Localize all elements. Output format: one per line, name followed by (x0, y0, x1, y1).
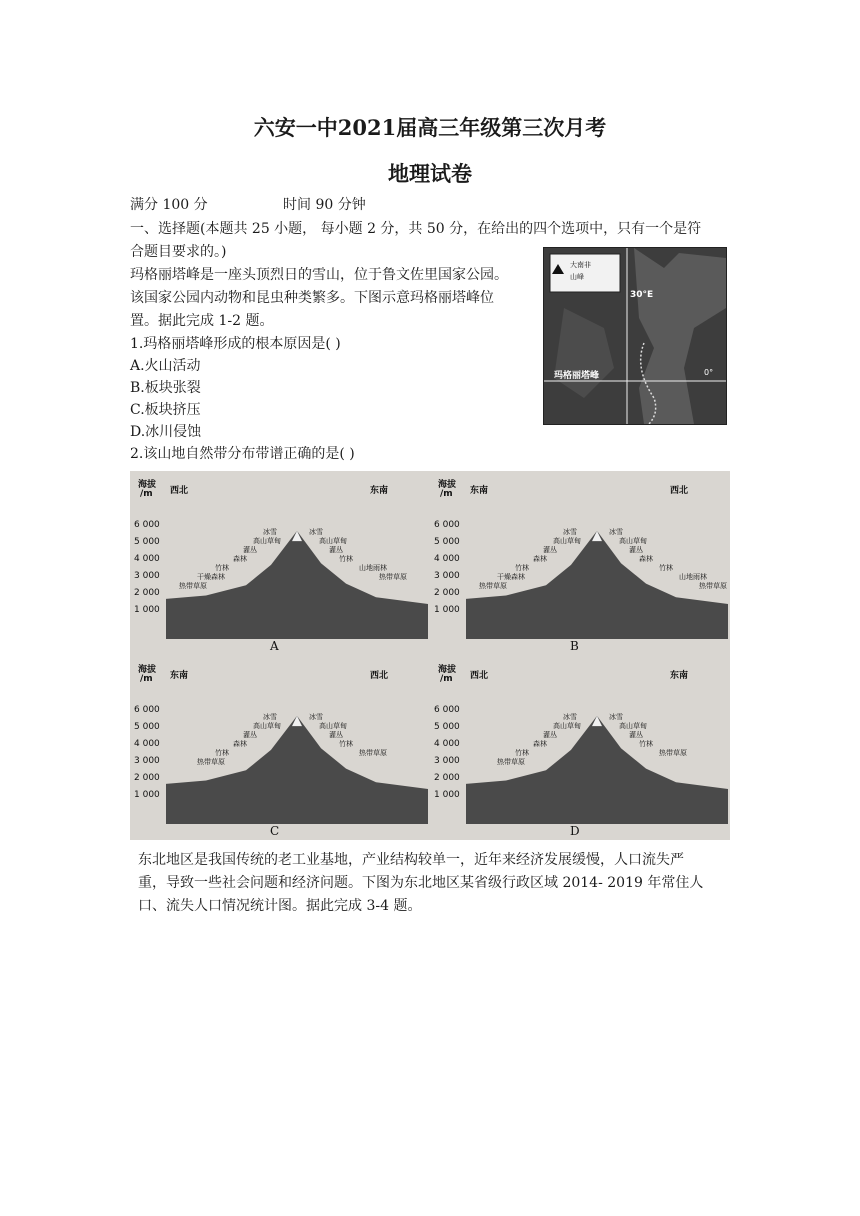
zone-label-right: 山地雨林 (679, 573, 707, 581)
zone-label-right: 高山草甸 (619, 722, 647, 730)
passage2-line2: 重，导致一些社会问题和经济问题。下图为东北地区某省级行政区域 2014- 2019 年常住人 (138, 875, 704, 891)
zone-label-right: 热带草原 (379, 573, 407, 581)
zone-label-right: 森林 (639, 555, 653, 563)
axis-tick: 6 000 (134, 520, 160, 530)
mountain-silhouette (166, 716, 428, 824)
zone-label-left: 竹林 (515, 564, 529, 572)
page-title: 六安一中2021届高三年级第三次月考 (253, 115, 607, 140)
axis-unit: /m (140, 489, 153, 499)
direction-left: 东南 (470, 486, 489, 496)
q1-option-d: D.冰川侵蚀 (130, 424, 202, 440)
zone-label-left: 竹林 (215, 564, 229, 572)
zone-label-left: 灌丛 (243, 731, 257, 739)
direction-left: 西北 (470, 671, 489, 681)
axis-tick: 3 000 (434, 571, 460, 581)
passage2-line1: 东北地区是我国传统的老工业基地，产业结构较单一，近年来经济发展缓慢，人口流失严 (138, 852, 684, 868)
passage1-line2: 该国家公园内动物和昆虫种类繁多。下图示意玛格丽塔峰位 (130, 290, 494, 306)
zone-label-left: 森林 (233, 740, 247, 748)
zone-label-right: 热带草原 (659, 749, 687, 757)
zone-label-right: 灌丛 (629, 731, 643, 739)
axis-tick: 5 000 (434, 722, 460, 732)
profile-panel-b (430, 471, 730, 655)
axis-tick: 3 000 (134, 571, 160, 581)
axis-tick: 1 000 (134, 605, 160, 615)
axis-title: 海拔 (138, 665, 157, 675)
axis-tick: 3 000 (134, 756, 160, 766)
zone-label-left: 森林 (533, 740, 547, 748)
zone-label-left: 热带草原 (179, 582, 207, 590)
score-info: 满分 100 分 (130, 197, 208, 213)
zone-label-right: 竹林 (659, 564, 673, 572)
zone-label-right: 竹林 (339, 740, 353, 748)
axis-tick: 6 000 (134, 705, 160, 715)
zone-label-right: 冰雪 (609, 528, 623, 536)
zone-label-right: 灌丛 (329, 731, 343, 739)
q2-stem: 2.该山地自然带分布带谱正确的是( ) (130, 446, 355, 462)
axis-tick: 2 000 (434, 588, 460, 598)
axis-tick: 2 000 (134, 588, 160, 598)
axis-unit: /m (440, 489, 453, 499)
direction-right: 西北 (670, 486, 689, 496)
zone-label-left: 竹林 (515, 749, 529, 757)
map-legend-line1: 大南非 (570, 261, 591, 269)
axis-tick: 5 000 (434, 537, 460, 547)
zone-label-right: 竹林 (639, 740, 653, 748)
zone-label-right: 高山草甸 (619, 537, 647, 545)
time-info: 时间 90 分钟 (283, 197, 366, 213)
location-map (543, 247, 727, 425)
profile-panel-d (430, 656, 730, 840)
axis-tick: 1 000 (434, 790, 460, 800)
zone-label-right: 冰雪 (309, 713, 323, 721)
direction-left: 西北 (170, 486, 189, 496)
passage1-line3: 置。据此完成 1-2 题。 (130, 313, 274, 329)
zone-label-left: 冰雪 (263, 528, 277, 536)
zone-label-left: 冰雪 (563, 528, 577, 536)
profile-panel-c (130, 656, 430, 840)
zone-label-left: 干燥森林 (497, 573, 525, 581)
axis-tick: 5 000 (134, 722, 160, 732)
axis-tick: 6 000 (434, 705, 460, 715)
map-peak-label: 玛格丽塔峰 (554, 371, 600, 381)
section-instructions-line2: 合题目要求的。) (130, 244, 227, 260)
zone-label-left: 灌丛 (243, 546, 257, 554)
axis-unit: /m (140, 674, 153, 684)
section-instructions-line1: 一、选择题(本题共 25 小题， 每小题 2 分，共 50 分，在给出的四个选项中，只有一个是符 (130, 221, 702, 237)
zone-label-left: 灌丛 (543, 731, 557, 739)
zone-label-right: 高山草甸 (319, 537, 347, 545)
zone-label-left: 森林 (233, 555, 247, 563)
direction-right: 东南 (370, 486, 389, 496)
zone-label-left: 森林 (533, 555, 547, 563)
panel-letter-a: A (270, 639, 279, 653)
panel-letter-b: B (570, 639, 579, 653)
zone-label-right: 灌丛 (629, 546, 643, 554)
zone-label-right: 竹林 (339, 555, 353, 563)
axis-title: 海拔 (138, 480, 157, 490)
zone-label-right: 灌丛 (329, 546, 343, 554)
zone-label-left: 高山草甸 (253, 537, 281, 545)
zone-label-left: 高山草甸 (253, 722, 281, 730)
direction-left: 东南 (170, 671, 189, 681)
zone-label-left: 灌丛 (543, 546, 557, 554)
axis-tick: 6 000 (434, 520, 460, 530)
axis-tick: 4 000 (134, 554, 160, 564)
axis-tick: 2 000 (134, 773, 160, 783)
q1-option-c: C.板块挤压 (130, 402, 201, 418)
axis-tick: 3 000 (434, 756, 460, 766)
zone-label-right: 山地雨林 (359, 564, 387, 572)
profile-panel-a (130, 471, 430, 655)
passage1-line1: 玛格丽塔峰是一座头顶烈日的雪山，位于鲁文佐里国家公园。 (130, 267, 508, 283)
zone-label-left: 竹林 (215, 749, 229, 757)
axis-title: 海拔 (438, 665, 457, 675)
panel-letter-c: C (270, 824, 280, 838)
axis-unit: /m (440, 674, 453, 684)
passage2-line3: 口、流失人口情况统计图。据此完成 3-4 题。 (138, 898, 422, 914)
zone-label-right: 冰雪 (609, 713, 623, 721)
panel-letter-d: D (570, 824, 580, 838)
axis-tick: 5 000 (134, 537, 160, 547)
page-subtitle: 地理试卷 (388, 161, 472, 186)
axis-tick: 4 000 (434, 554, 460, 564)
q1-option-a: A.火山活动 (130, 358, 201, 374)
profiles-figure (130, 471, 730, 840)
zone-label-left: 高山草甸 (553, 722, 581, 730)
mountain-silhouette (466, 716, 728, 824)
zone-label-right: 热带草原 (359, 749, 387, 757)
zone-label-left: 冰雪 (563, 713, 577, 721)
axis-tick: 1 000 (434, 605, 460, 615)
zone-label-left: 冰雪 (263, 713, 277, 721)
q1-option-b: B.板块张裂 (130, 380, 201, 396)
zone-label-left: 干燥森林 (197, 573, 225, 581)
zone-label-right: 热带草原 (699, 582, 727, 590)
map-legend-line2: 山峰 (570, 273, 584, 281)
zone-label-right: 冰雪 (309, 528, 323, 536)
axis-tick: 2 000 (434, 773, 460, 783)
q1-stem: 1.玛格丽塔峰形成的根本原因是( ) (130, 336, 341, 352)
zone-label-left: 热带草原 (497, 758, 525, 766)
zone-label-left: 热带草原 (479, 582, 507, 590)
zone-label-left: 高山草甸 (553, 537, 581, 545)
map-latitude-label: 0° (704, 368, 714, 377)
axis-title: 海拔 (438, 480, 457, 490)
axis-tick: 4 000 (134, 739, 160, 749)
direction-right: 东南 (670, 671, 689, 681)
direction-right: 西北 (370, 671, 389, 681)
zone-label-left: 热带草原 (197, 758, 225, 766)
map-longitude-label: 30°E (630, 290, 654, 300)
axis-tick: 4 000 (434, 739, 460, 749)
axis-tick: 1 000 (134, 790, 160, 800)
zone-label-right: 高山草甸 (319, 722, 347, 730)
